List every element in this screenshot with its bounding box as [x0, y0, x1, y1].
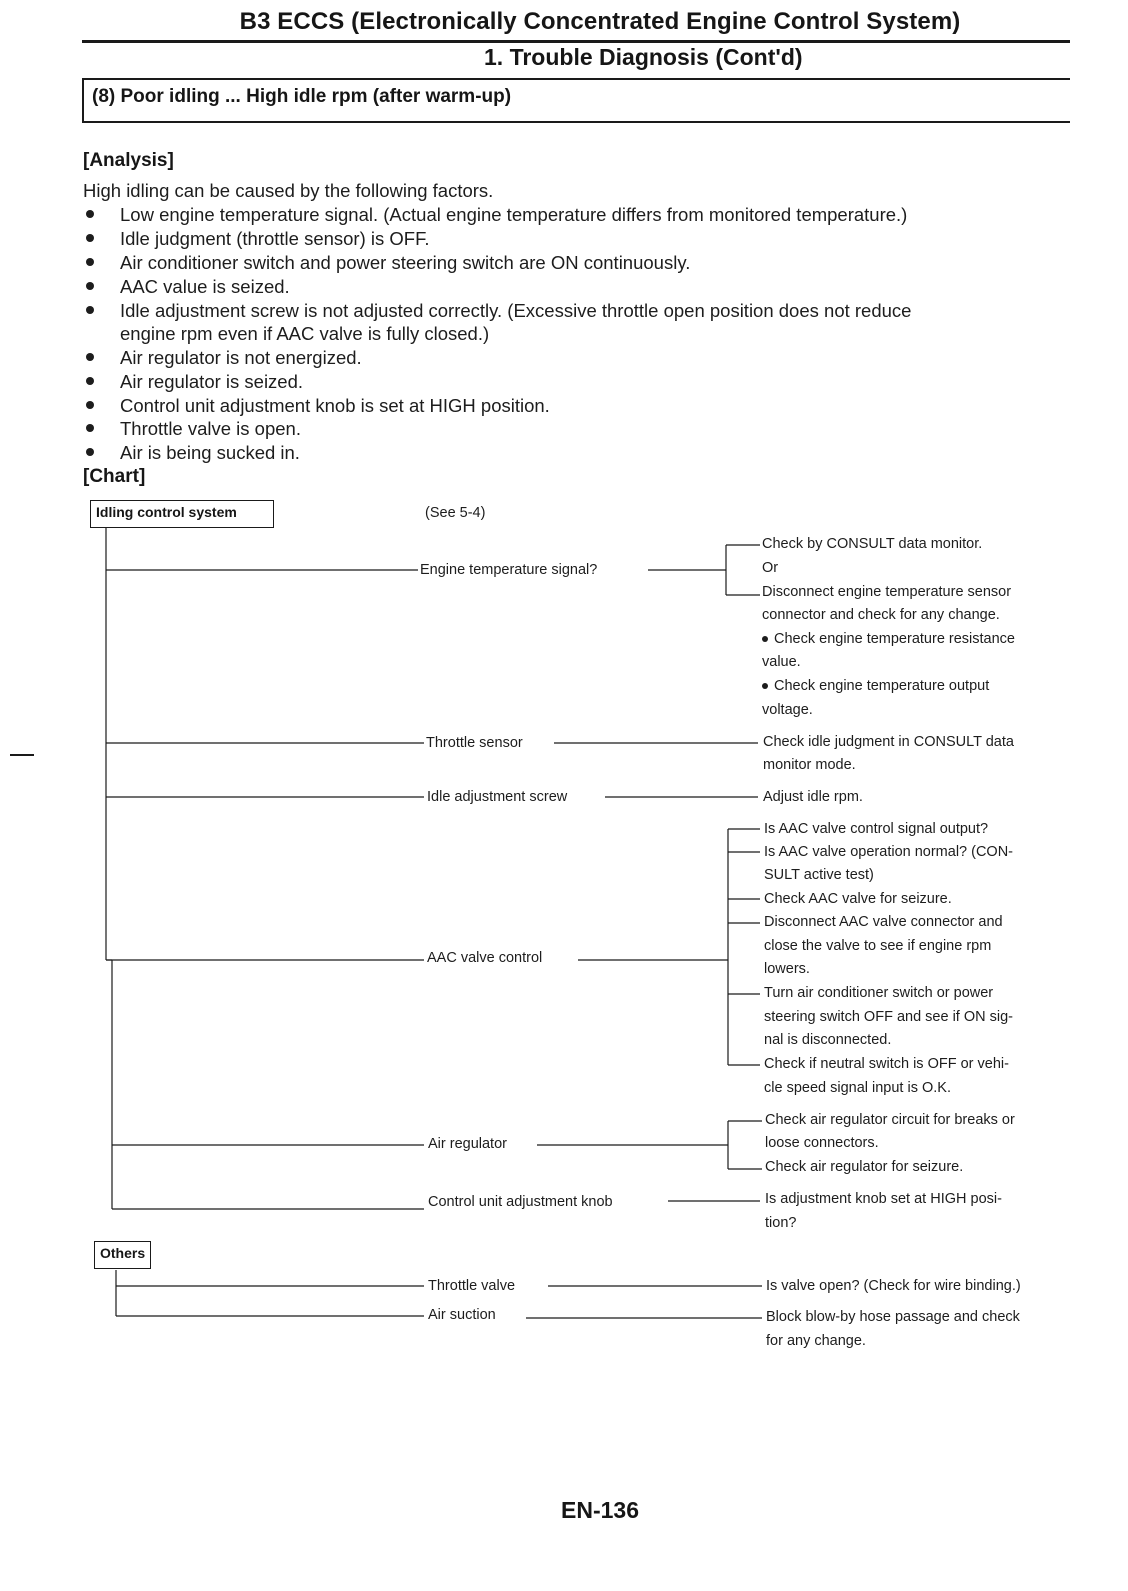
check-text: tion? [765, 1215, 797, 1231]
analysis-bullet: Air regulator is seized. [120, 371, 304, 392]
check-text: Adjust idle rpm. [763, 789, 863, 805]
chart-heading: [Chart] [83, 466, 146, 487]
analysis-bullet-continuation: engine rpm even if AAC valve is fully closed.) [120, 323, 490, 344]
analysis-bullet: Idle judgment (throttle sensor) is OFF. [120, 228, 430, 249]
analysis-bullet: AAC value is seized. [120, 276, 290, 297]
check-text: Check engine temperature resistance [762, 631, 1074, 647]
check-text: Is adjustment knob set at HIGH posi- [765, 1191, 1002, 1207]
check-text: steering switch OFF and see if ON sig- [764, 1009, 1013, 1025]
air-suction-item: Air suction [428, 1307, 496, 1323]
others-box: Others [94, 1241, 151, 1269]
check-text: Is AAC valve operation normal? (CON- [764, 844, 1014, 860]
check-text: nal is disconnected. [764, 1032, 892, 1048]
throttle-sensor-item: Throttle sensor [426, 735, 523, 751]
engine-temperature-signal-item: Engine temperature signal? [420, 562, 598, 578]
check-text: SULT active test) [764, 867, 874, 883]
check-text: Is AAC valve control signal output? [764, 821, 989, 837]
analysis-bullet: Air regulator is not energized. [120, 347, 362, 368]
analysis-heading: [Analysis] [83, 150, 174, 171]
throttle-valve-item: Throttle valve [428, 1278, 516, 1294]
check-text: close the valve to see if engine rpm [764, 938, 992, 954]
air-regulator-item: Air regulator [428, 1136, 507, 1152]
check-text: Check air regulator for seizure. [765, 1159, 964, 1175]
analysis-bullet: Air conditioner switch and power steering switch are ON continuously. [120, 252, 691, 273]
check-text: Check if neutral switch is OFF or vehi- [764, 1056, 1009, 1072]
check-text: Disconnect engine temperature sensor [762, 584, 1012, 600]
sub-bullet-dot [762, 683, 768, 689]
sub-bullet-dot [762, 636, 768, 642]
check-text: lowers. [764, 961, 810, 977]
document-subtitle: 1. Trouble Diagnosis (Cont'd) [484, 44, 803, 70]
check-text: Turn air conditioner switch or power [764, 985, 994, 1001]
check-text: Check AAC valve for seizure. [764, 891, 952, 907]
check-text: for any change. [766, 1333, 866, 1349]
document-title: B3 ECCS (Electronically Concentrated Engine Control System) [239, 8, 961, 35]
check-text: cle speed signal input is O.K. [764, 1080, 951, 1096]
margin-mark [10, 754, 34, 756]
check-text: Is valve open? (Check for wire binding.) [766, 1278, 1021, 1294]
analysis-bullet: Throttle valve is open. [120, 418, 301, 439]
idling-control-system-box: Idling control system [90, 500, 274, 528]
check-text: Check idle judgment in CONSULT data [763, 734, 1014, 750]
check-text: Block blow-by hose passage and check [766, 1309, 1020, 1325]
check-text: Check by CONSULT data monitor. [762, 536, 983, 552]
check-text: Check engine temperature output [762, 678, 989, 694]
idle-adjustment-screw-item: Idle adjustment screw [427, 789, 568, 805]
check-text: loose connectors. [765, 1135, 879, 1151]
page-number: EN-136 [561, 1497, 639, 1523]
check-text: Disconnect AAC valve connector and [764, 914, 1003, 930]
control-unit-adjustment-knob-item: Control unit adjustment knob [428, 1194, 613, 1210]
analysis-bullet: Low engine temperature signal. (Actual engine temperature differs from monitored temperature.) [120, 204, 908, 225]
analysis-bullet: Control unit adjustment knob is set at HIGH position. [120, 395, 550, 416]
check-text: connector and check for any change. [762, 607, 1000, 623]
check-text: Check air regulator circuit for breaks or [765, 1112, 1015, 1128]
aac-valve-control-item: AAC valve control [427, 950, 543, 966]
check-text: Or [762, 560, 779, 576]
check-text: value. [762, 654, 801, 670]
see-reference: (See 5-4) [425, 505, 486, 521]
section-title: (8) Poor idling ... High idle rpm (after warm-up) [92, 86, 512, 107]
analysis-bullet: Air is being sucked in. [120, 442, 300, 463]
check-text: monitor mode. [763, 757, 856, 773]
analysis-bullet: Idle adjustment screw is not adjusted correctly. (Excessive throttle open position does not reduce [120, 300, 912, 321]
check-text: voltage. [762, 702, 813, 718]
analysis-intro: High idling can be caused by the following factors. [83, 180, 494, 201]
